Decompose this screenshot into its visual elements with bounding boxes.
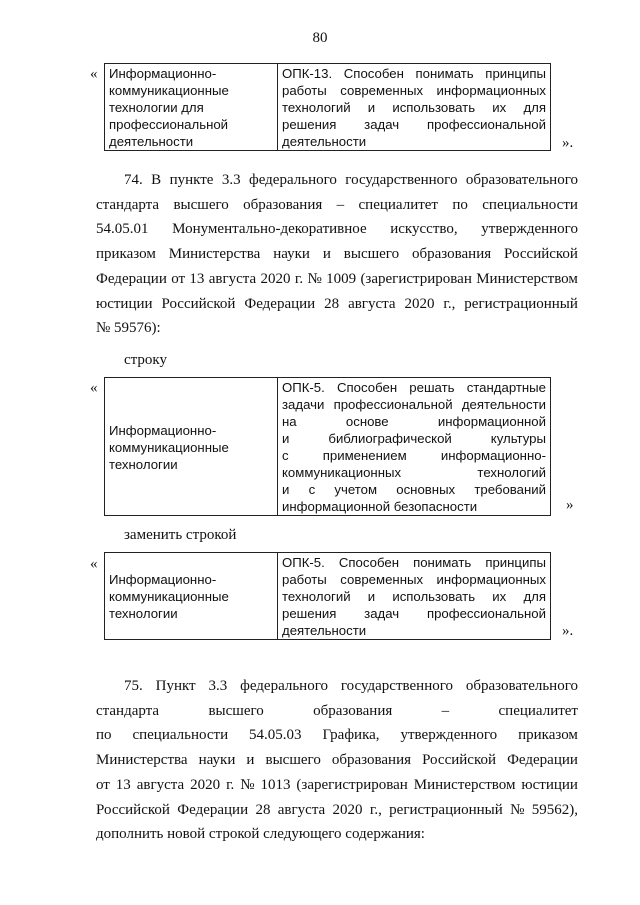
discipline-cell [105, 378, 278, 516]
paragraph-line: стандарта высшего образования – специалитет [96, 702, 578, 719]
paragraph-74 [96, 168, 578, 341]
quote-close: ». [562, 135, 574, 151]
cell-line: технологий и использовать их для [282, 589, 546, 604]
competency-table-opk13 [104, 63, 551, 151]
quote-open: « [90, 66, 98, 82]
competency-table-opk5-new [104, 552, 551, 640]
paragraph-line: 74. В пункте 3.3 федерального государственного образовательного [124, 172, 578, 188]
word-stroku: строку [124, 352, 167, 368]
paragraph-line: Российской Федерации 28 августа 2020 г., регистрационный № 59562), [96, 801, 578, 818]
table-row [105, 553, 551, 640]
cell-line: профессиональной [109, 117, 229, 132]
cell-line: технологии [109, 456, 178, 472]
cell-line: ОПК-13. Способен понимать принципы [282, 66, 546, 81]
discipline-cell [105, 553, 278, 640]
quote-open: « [90, 556, 98, 572]
paragraph-line: от 13 августа 2020 г. № 1013 (зарегистрирован Министерством юстиции [96, 776, 578, 793]
cell-line: Информационно- [109, 422, 217, 438]
cell-line: коммуникационные [109, 83, 229, 98]
cell-line: деятельности [282, 134, 367, 149]
paragraph-line: стандарта высшего образования – специалитет по специальности [96, 196, 578, 213]
cell-line: решения задач профессиональной [282, 606, 546, 621]
paragraph-line: юстиции Российской Федерации 28 августа 2020 г., регистрационный [96, 295, 578, 312]
cell-line: коммуникационные [109, 589, 229, 604]
page-number: 80 [312, 30, 328, 46]
cell-line: информационной безопасности [282, 499, 478, 514]
table-row [105, 378, 551, 516]
replace-with-row: заменить строкой [124, 527, 237, 543]
competency-cell [278, 64, 551, 151]
cell-line: с применением информационно- [282, 448, 546, 463]
cell-line: задачи профессиональной деятельности [282, 397, 546, 412]
quote-open: « [90, 380, 98, 396]
cell-line: коммуникационные [109, 439, 229, 455]
cell-line: Информационно- [109, 66, 217, 81]
cell-line: коммуникационных технологий [282, 465, 546, 480]
paragraph-line: Министерства науки и высшего образования Российской Федерации [96, 752, 578, 769]
paragraph-line: 54.05.01 Монументально-декоративное искусство, утвержденного [96, 221, 578, 238]
cell-line: технологии для [109, 100, 204, 115]
cell-line: работы современных информационных [282, 572, 546, 587]
competency-cell [278, 553, 551, 640]
cell-line: решения задач профессиональной [282, 117, 546, 132]
paragraph-line: дополнить новой строкой следующего содержания: [96, 826, 425, 843]
cell-line: работы современных информационных [282, 83, 546, 98]
quote-close: ». [562, 623, 574, 639]
competency-cell [278, 378, 551, 516]
cell-line: технологий и использовать их для [282, 100, 546, 115]
cell-line: деятельности [109, 134, 194, 149]
paragraph-line: приказом Министерства науки и высшего образования Российской [96, 246, 578, 263]
discipline-cell [105, 64, 278, 151]
cell-line: на основе информационной [282, 414, 546, 429]
cell-line: деятельности [282, 623, 367, 638]
quote-close: » [566, 497, 574, 513]
cell-line: ОПК-5. Способен решать стандартные [282, 380, 546, 395]
cell-line: и библиографической культуры [282, 431, 546, 446]
table-row [105, 64, 551, 151]
competency-table-opk5-old [104, 377, 551, 516]
paragraph-line: Федерации от 13 августа 2020 г. № 1009 (зарегистрирован Министерством [96, 270, 578, 287]
cell-line: Информационно- [109, 572, 217, 587]
paragraph-line: по специальности 54.05.03 Графика, утвержденного приказом [96, 727, 578, 744]
cell-line: ОПК-5. Способен понимать принципы [282, 555, 546, 570]
paragraph-line: № 59576): [96, 320, 161, 337]
paragraph-75 [96, 674, 578, 847]
cell-line: технологии [109, 606, 178, 621]
cell-line: и с учетом основных требований [282, 482, 546, 497]
paragraph-line: 75. Пункт 3.3 федерального государственного образовательного [124, 678, 578, 694]
